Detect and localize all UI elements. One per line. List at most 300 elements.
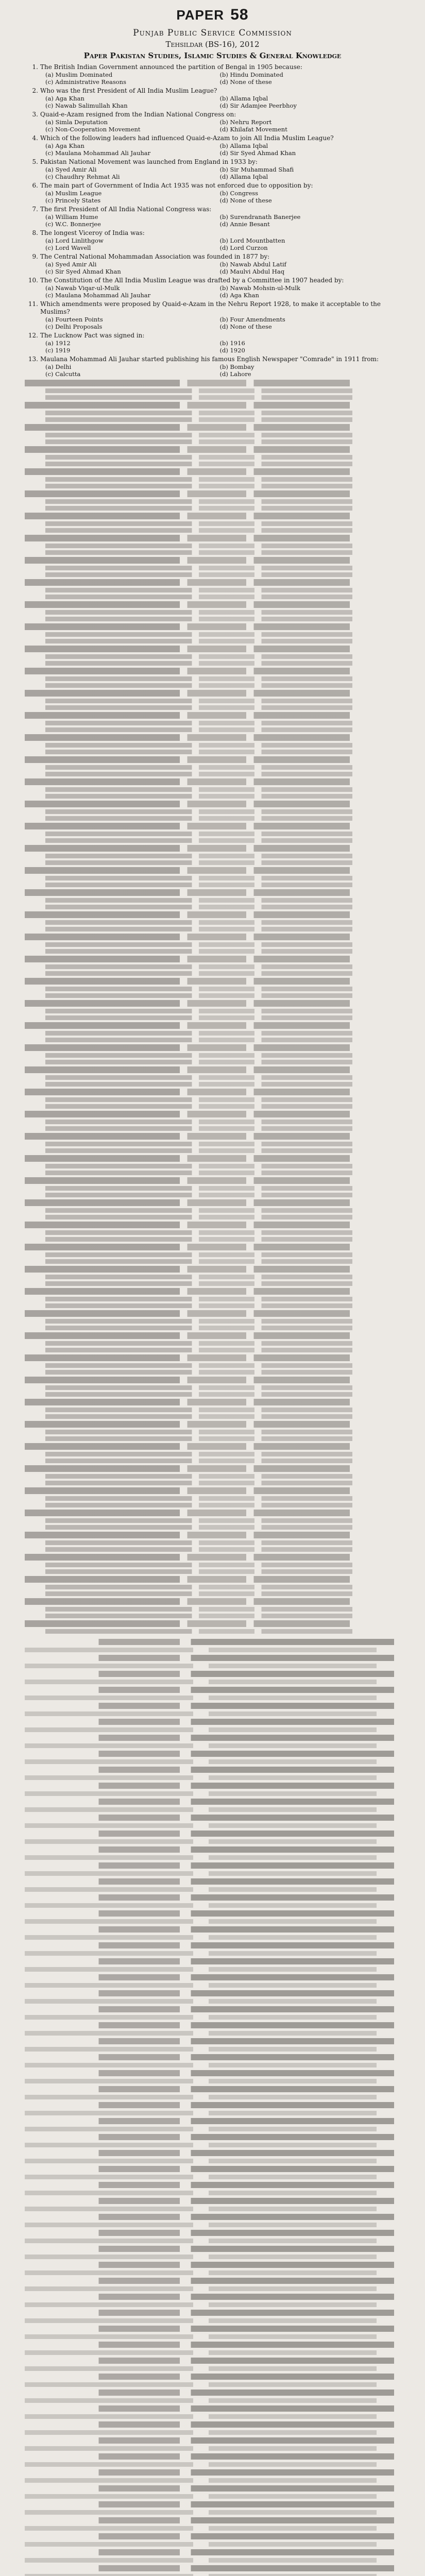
urdu-option: [25, 1664, 193, 1668]
unreadable-text-line: [25, 1399, 394, 1405]
question-text: The main part of Government of India Act 1935 was not enforced due to opposition by:: [40, 182, 313, 189]
unreadable-text-line: [25, 1532, 394, 1538]
urdu-option: [209, 1903, 377, 1908]
urdu-options: [25, 2191, 377, 2195]
urdu-options: [25, 1648, 377, 1652]
urdu-option: [25, 2302, 193, 2307]
question-item: [25, 300, 394, 330]
unreadable-text-line: [45, 838, 394, 843]
answer-option: (d) None of these: [219, 323, 272, 330]
urdu-option: [209, 2366, 377, 2371]
unreadable-text-line: [45, 1237, 394, 1242]
urdu-option: [25, 1648, 193, 1652]
unreadable-text-line: [45, 721, 394, 725]
question-item: [25, 332, 394, 354]
urdu-text: [25, 2102, 394, 2108]
unreadable-text-line: [25, 1089, 394, 1095]
urdu-options: [25, 1664, 377, 1668]
unreadable-text-line: [45, 1281, 394, 1286]
question-number: 10.: [28, 277, 38, 284]
unreadable-text-line: [45, 949, 394, 954]
answer-option: (a) Aga Khan: [45, 142, 84, 149]
question-text: The Constitution of the All India Muslim League was drafted by a Committee in 1907 headed by:: [40, 277, 344, 284]
answer-option: (a) Aga Khan: [45, 95, 84, 102]
urdu-option: [209, 1664, 377, 1668]
unreadable-text-line: [25, 1177, 394, 1184]
unreadable-text-line: [45, 860, 394, 865]
urdu-option: [25, 2574, 193, 2576]
unreadable-text-line: [25, 1000, 394, 1007]
unreadable-text-line: [45, 1208, 394, 1213]
unreadable-text-line: [45, 1060, 394, 1064]
urdu-options: [25, 2127, 377, 2131]
urdu-question-line: [25, 1942, 394, 1948]
urdu-text: [25, 1751, 394, 1757]
urdu-option: [209, 2462, 377, 2467]
urdu-text: [25, 2326, 394, 2332]
answer-option: (a) 1912: [45, 340, 71, 347]
urdu-option: [25, 2430, 193, 2435]
urdu-questions: [25, 1639, 394, 2576]
urdu-option: [209, 1983, 377, 1988]
urdu-options: [25, 2398, 377, 2403]
urdu-options: [25, 2063, 377, 2067]
urdu-question-line: [25, 2214, 394, 2220]
unreadable-text-line: [45, 1015, 394, 1020]
urdu-options: [25, 1711, 377, 1716]
urdu-option: [209, 2079, 377, 2083]
urdu-text: [25, 2214, 394, 2220]
options-grid: [45, 237, 394, 251]
options-grid: [45, 190, 394, 204]
unreadable-text-line: [25, 1377, 394, 1383]
unreadable-text-line: [45, 395, 394, 400]
urdu-options: [25, 1775, 377, 1780]
unreadable-text-line: [25, 934, 394, 940]
urdu-question-line: [25, 1974, 394, 1980]
unreadable-text-line: [45, 572, 394, 577]
urdu-option: [209, 2031, 377, 2036]
unreadable-text-line: [45, 1540, 394, 1545]
urdu-question-line: [25, 2150, 394, 2156]
urdu-text: [25, 2437, 394, 2444]
unreadable-text-line: [45, 661, 394, 666]
urdu-options: [25, 2366, 377, 2371]
unreadable-text-line: [25, 978, 394, 985]
unreadable-text-line: [45, 1215, 394, 1219]
urdu-text: [25, 2358, 394, 2364]
urdu-question-line: [25, 2262, 394, 2268]
answer-option: (c) Lord Wavell: [45, 244, 91, 251]
answer-option: (b) Sir Muhammad Shafi: [219, 166, 294, 173]
unreadable-text-line: [45, 1363, 394, 1368]
answer-option: (c) Maulana Mohammad Ali Jauhar: [45, 292, 151, 299]
urdu-options: [25, 2175, 377, 2179]
question-number: 13.: [28, 355, 38, 363]
urdu-option: [209, 2398, 377, 2403]
answer-option: (b) Allama Iqbal: [219, 142, 268, 149]
unreadable-text-line: [45, 388, 394, 393]
unreadable-text-line: [45, 477, 394, 482]
unreadable-text-line: [25, 1066, 394, 1073]
urdu-text: [25, 2517, 394, 2523]
unreadable-text-line: [45, 1436, 394, 1441]
unreadable-text-line: [45, 550, 394, 555]
urdu-question-line: [25, 1894, 394, 1901]
unreadable-text-line: [45, 1297, 394, 1301]
urdu-option: [25, 2286, 193, 2291]
urdu-text: [25, 1910, 394, 1917]
unreadable-text-line: [25, 1620, 394, 1627]
unreadable-text-line: [25, 579, 394, 586]
answer-option: (d) None of these: [219, 78, 272, 86]
urdu-option: [25, 1999, 193, 2004]
urdu-option: [25, 2239, 193, 2243]
unreadable-text-line: [25, 1598, 394, 1605]
urdu-text: [25, 2278, 394, 2284]
unreadable-text-line: [45, 1053, 394, 1058]
urdu-text: [25, 1958, 394, 1964]
unreadable-text-line: [45, 639, 394, 643]
unreadable-text-line: [45, 750, 394, 754]
urdu-text: [25, 1783, 394, 1789]
urdu-question-line: [25, 2246, 394, 2252]
urdu-option: [209, 2494, 377, 2499]
urdu-option: [25, 1727, 193, 1732]
urdu-option: [25, 1696, 193, 1700]
unreadable-text-line: [45, 1385, 394, 1390]
question-text: The longest Viceroy of India was:: [40, 229, 145, 236]
urdu-option: [209, 1775, 377, 1780]
urdu-option: [209, 2047, 377, 2052]
unreadable-text-line: [45, 632, 394, 637]
unreadable-text-line: [45, 809, 394, 814]
urdu-option: [25, 1807, 193, 1812]
question-text: The Lucknow Pact was signed in:: [40, 332, 145, 339]
urdu-option: [25, 2270, 193, 2275]
unreadable-text-line: [45, 1525, 394, 1530]
unreadable-text-line: [45, 971, 394, 976]
urdu-options: [25, 2095, 377, 2099]
urdu-text: [25, 1878, 394, 1885]
urdu-options: [25, 2510, 377, 2515]
answer-option: (a) Simla Deputation: [45, 118, 108, 126]
unreadable-text-line: [45, 898, 394, 903]
answer-option: (d) 1920: [219, 347, 245, 354]
unreadable-text-line: [45, 499, 394, 504]
urdu-option: [25, 2510, 193, 2515]
unreadable-text-line: [25, 646, 394, 652]
urdu-options: [25, 1743, 377, 1748]
question-item: [25, 87, 394, 109]
unreadable-text-line: [45, 1459, 394, 1463]
urdu-question-line: [25, 2022, 394, 2028]
urdu-text: [25, 2118, 394, 2124]
urdu-options: [25, 2143, 377, 2147]
urdu-option: [25, 2558, 193, 2563]
unreadable-text-line: [45, 1607, 394, 1612]
answer-option: (c) Nawab Salimullah Khan: [45, 102, 128, 109]
urdu-option: [209, 2127, 377, 2131]
unreadable-text-line: [45, 1591, 394, 1596]
unreadable-text-line: [45, 1585, 394, 1589]
urdu-option: [209, 2207, 377, 2211]
unreadable-text-line: [45, 1104, 394, 1109]
unreadable-text-line: [45, 964, 394, 969]
unreadable-text-line: [25, 513, 394, 519]
urdu-options: [25, 1935, 377, 1940]
question-number: 1.: [32, 63, 38, 71]
unreadable-text-line: [45, 727, 394, 732]
unreadable-text-line: [25, 1133, 394, 1140]
urdu-option: [209, 1648, 377, 1652]
question-number: 3.: [32, 111, 38, 118]
options-grid: [45, 363, 394, 378]
answer-option: (c) Chaudhry Rehmat Ali: [45, 173, 120, 180]
urdu-text: [25, 2453, 394, 2460]
urdu-option: [25, 2191, 193, 2195]
urdu-question-line: [25, 2549, 394, 2555]
urdu-text: [25, 2405, 394, 2412]
unreadable-text-line: [25, 490, 394, 497]
urdu-option: [25, 2526, 193, 2531]
urdu-option: [25, 2446, 193, 2451]
urdu-option: [25, 2175, 193, 2179]
urdu-text: [25, 1671, 394, 1677]
urdu-option: [209, 1951, 377, 1956]
question-number: 2.: [32, 87, 38, 94]
unreadable-text-line: [45, 1252, 394, 1257]
urdu-option: [25, 1680, 193, 1684]
unreadable-text-line: [25, 756, 394, 763]
urdu-question-line: [25, 1926, 394, 1933]
unreadable-text-line: [25, 1487, 394, 1494]
unreadable-text-line: [45, 1126, 394, 1131]
urdu-option: [209, 2414, 377, 2419]
urdu-option: [209, 1680, 377, 1684]
urdu-options: [25, 2574, 377, 2576]
unreadable-text-line: [45, 1259, 394, 1264]
urdu-option: [209, 1935, 377, 1940]
urdu-option: [25, 1951, 193, 1956]
urdu-option: [209, 1743, 377, 1748]
urdu-text: [25, 1815, 394, 1821]
urdu-option: [25, 2398, 193, 2403]
answer-option: (b) Four Amendments: [219, 316, 285, 323]
urdu-text: [25, 1799, 394, 1805]
answer-option: (b) Bombay: [219, 363, 254, 370]
urdu-options: [25, 2558, 377, 2563]
urdu-option: [25, 2127, 193, 2131]
unreadable-text-line: [45, 1547, 394, 1552]
answer-option: (d) None of these: [219, 197, 272, 204]
urdu-options: [25, 2302, 377, 2307]
unreadable-text-line: [45, 832, 394, 836]
urdu-question-line: [25, 2086, 394, 2092]
question-item: [25, 111, 394, 133]
unreadable-text-line: [45, 1474, 394, 1479]
unreadable-text-line: [25, 823, 394, 829]
urdu-option: [209, 2302, 377, 2307]
urdu-question-line: [25, 2437, 394, 2444]
unreadable-text-line: [45, 1097, 394, 1102]
urdu-question-line: [25, 2501, 394, 2507]
urdu-question-line: [25, 1767, 394, 1773]
urdu-question-line: [25, 1958, 394, 1964]
urdu-option: [209, 1696, 377, 1700]
urdu-option: [209, 1823, 377, 1828]
unreadable-text-line: [25, 535, 394, 541]
urdu-question-line: [25, 1703, 394, 1709]
answer-option: (d) Aga Khan: [219, 292, 259, 299]
unreadable-text-line: [25, 867, 394, 874]
question-text: Quaid-e-Azam resigned from the Indian National Congress on:: [40, 111, 236, 118]
unreadable-text-line: [45, 1193, 394, 1197]
unreadable-text-line: [25, 734, 394, 741]
urdu-question-line: [25, 2102, 394, 2108]
urdu-text: [25, 1846, 394, 1853]
urdu-options: [25, 2159, 377, 2163]
urdu-option: [25, 1887, 193, 1892]
urdu-question-line: [25, 1671, 394, 1677]
unreadable-text-line: [45, 683, 394, 688]
unreadable-text-line: [45, 1075, 394, 1080]
urdu-options: [25, 1871, 377, 1876]
unreadable-text-line: [45, 883, 394, 887]
urdu-text: [25, 1862, 394, 1869]
unreadable-text-line: [25, 446, 394, 453]
unreadable-text-line: [45, 987, 394, 991]
urdu-options: [25, 2270, 377, 2275]
unreadable-text-line: [25, 1199, 394, 1206]
urdu-option: [209, 2270, 377, 2275]
urdu-option: [209, 2526, 377, 2531]
question-item: [25, 277, 394, 299]
answer-option: (d) Khilafat Movement: [219, 126, 287, 133]
urdu-options: [25, 2430, 377, 2435]
unreadable-text-line: [45, 1186, 394, 1191]
unreadable-text-line: [25, 1465, 394, 1472]
unreadable-text-line: [45, 1031, 394, 1036]
unreadable-text-line: [45, 1303, 394, 1308]
urdu-option: [25, 1743, 193, 1748]
unreadable-text-line: [25, 1044, 394, 1051]
answer-option: (c) Administrative Reasons: [45, 78, 126, 86]
urdu-text: [25, 1990, 394, 1996]
urdu-text: [25, 2342, 394, 2348]
urdu-options: [25, 1727, 377, 1732]
urdu-option: [209, 2334, 377, 2339]
unreadable-text-line: [45, 617, 394, 621]
options-grid: [45, 213, 394, 228]
answer-option: (a) Nawab Viqar-ul-Mulk: [45, 284, 120, 292]
urdu-question-line: [25, 1990, 394, 1996]
unreadable-text-line: [45, 905, 394, 909]
urdu-option: [209, 2111, 377, 2115]
question-text: Which of the following leaders had influenced Quaid-e-Azam to join All India Muslim League?: [40, 134, 334, 142]
question-item: [25, 134, 394, 157]
urdu-option: [25, 1983, 193, 1988]
urdu-option: [25, 1839, 193, 1844]
question-item: [25, 355, 394, 378]
answer-option: (d) Sir Adamjee Peerbhoy: [219, 102, 297, 109]
unreadable-text-line: [45, 1275, 394, 1279]
urdu-option: [25, 1935, 193, 1940]
urdu-option: [25, 2111, 193, 2115]
urdu-option: [209, 1791, 377, 1796]
unreadable-text-line: [45, 1142, 394, 1146]
urdu-option: [209, 1759, 377, 1764]
urdu-options: [25, 1680, 377, 1684]
answer-option: (a) Syed Amir Ali: [45, 166, 97, 173]
urdu-option: [209, 1839, 377, 1844]
unreadable-text-line: [25, 668, 394, 674]
question-number: 9.: [32, 253, 38, 260]
unreadable-text-line: [45, 1563, 394, 1567]
paper-title: [0, 6, 425, 24]
urdu-options: [25, 2526, 377, 2531]
unreadable-text-line: [25, 1266, 394, 1273]
urdu-text: [25, 2294, 394, 2300]
urdu-option: [25, 2350, 193, 2355]
answer-option: (b) Congress: [219, 190, 259, 197]
urdu-option: [25, 2015, 193, 2020]
urdu-option: [25, 2143, 193, 2147]
urdu-question-line: [25, 2294, 394, 2300]
question-text: The first President of All India National Congress was:: [40, 206, 212, 213]
unreadable-text-line: [45, 595, 394, 599]
urdu-options: [25, 2286, 377, 2291]
urdu-text: [25, 2070, 394, 2076]
unreadable-text-line: [45, 439, 394, 444]
urdu-question-line: [25, 2358, 394, 2364]
unreadable-text-line: [25, 402, 394, 409]
urdu-text: [25, 2421, 394, 2428]
question-text: Pakistan National Movement was launched from England in 1933 by:: [40, 158, 258, 165]
unreadable-text-line: [45, 876, 394, 880]
urdu-option: [25, 2223, 193, 2227]
answer-option: (b) 1916: [219, 340, 245, 347]
unreadable-text-line: [45, 411, 394, 415]
urdu-options: [25, 1999, 377, 2004]
urdu-options: [25, 1919, 377, 1924]
urdu-option: [209, 2063, 377, 2067]
question-text: Who was the first President of All India Muslim League?: [40, 87, 217, 94]
urdu-option: [25, 2462, 193, 2467]
answer-option: (b) Lord Mountbatten: [219, 237, 285, 244]
urdu-option: [25, 2318, 193, 2323]
unreadable-text-line: [25, 690, 394, 697]
urdu-option: [209, 2446, 377, 2451]
urdu-text: [25, 1831, 394, 1837]
urdu-options: [25, 2047, 377, 2052]
urdu-text: [25, 1894, 394, 1901]
urdu-options: [25, 2462, 377, 2467]
urdu-text: [25, 2374, 394, 2380]
question-number: 5.: [32, 158, 38, 165]
urdu-option: [209, 2095, 377, 2099]
options-grid: [45, 284, 394, 299]
question-item: [25, 158, 394, 180]
unreadable-text-line: [45, 699, 394, 703]
urdu-option: [209, 2191, 377, 2195]
options-grid: [45, 261, 394, 275]
urdu-text: [25, 1735, 394, 1741]
unreadable-text-line: [25, 712, 394, 719]
unreadable-text-line: [25, 1421, 394, 1428]
urdu-text: [25, 2086, 394, 2092]
answer-option: (b) Allama Iqbal: [219, 95, 268, 102]
